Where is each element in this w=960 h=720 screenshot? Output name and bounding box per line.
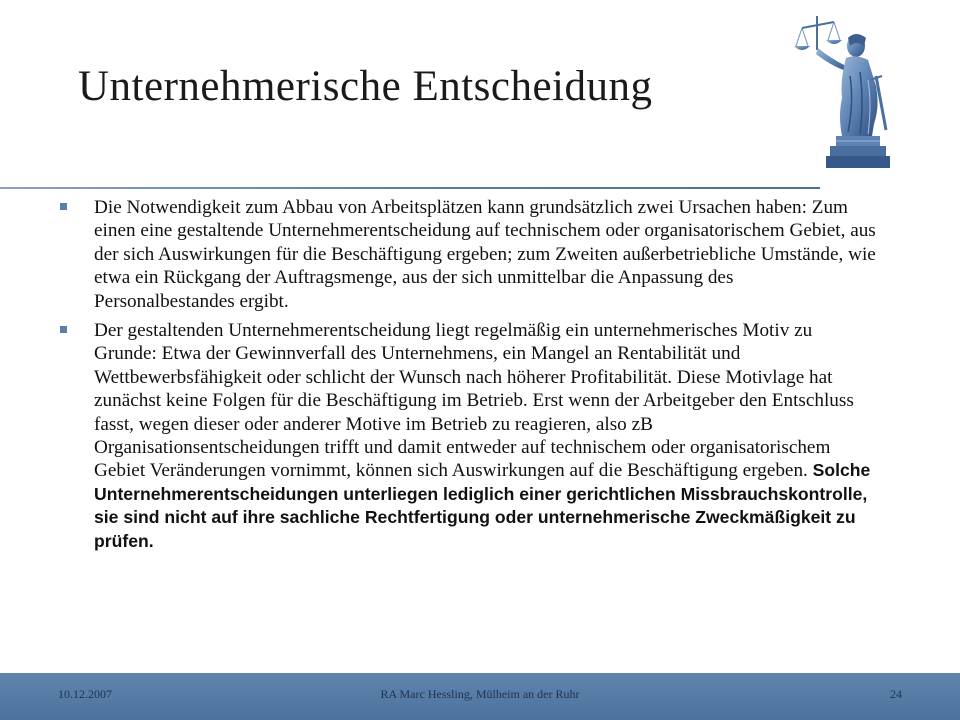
bullet-text-2-regular: Der gestaltenden Unternehmerentscheidung liegt regelmäßig ein unternehmerisches Motiv zu Grunde: Etwa der Gewinnverfall des Unternehmens, ein Mangel an Rentabilität und Wettbewerbsfähigkeit oder schlicht der Wunsch nach höherer Profitabilität. Diese Motivlage hat zunächst keine Folgen für die Beschäftigung im Betrieb. Erst wenn der Arbeitgeber den Entschluss fasst, wegen dieser oder anderer Motive im Betrieb zu reagieren, also zB Organisationsentscheidungen trifft und damit entweder auf technischem oder organisatorischem Gebiet Veränderungen vornimmt, können sich Auswirkungen auf die Beschäftigung ergeben. — [94, 320, 854, 482]
bullet-square-icon — [60, 326, 67, 333]
footer-author: RA Marc Hessling, Mülheim an der Ruhr — [380, 687, 580, 701]
bullet-list — [58, 196, 878, 559]
bullet-square-icon — [60, 203, 67, 210]
footer-page-number: 24 — [890, 687, 902, 701]
title-divider — [0, 187, 820, 189]
list-item — [58, 319, 878, 553]
justitia-statue-icon — [780, 6, 940, 174]
list-item — [58, 196, 878, 313]
bullet-text-1: Die Notwendigkeit zum Abbau von Arbeitsplätzen kann grundsätzlich zwei Ursachen haben: Zum einen eine gestaltende Unternehmerentscheidung auf technischem oder organisatorischem Gebiet, aus der sich Auswirkungen für die Beschäftigung ergeben; zum Zweiten außerbetriebliche Umstände, wie etwa ein Rückgang der Auftragsmenge, aus der sich unmittelbar die Anpassung des Personalbestandes ergibt. — [94, 197, 876, 312]
bullet-text-2 — [94, 319, 878, 553]
bullet-text-2-bold: Solche Unternehmerentscheidungen unterliegen lediglich einer gerichtlichen Missbrauchskontrolle, sie sind nicht auf ihre sachliche Rechtfertigung oder unternehmerische Zweckmäßigkeit zu prüfen. — [94, 460, 871, 551]
slide-title: Unternehmerische Entscheidung — [78, 63, 653, 110]
footer-date: 10.12.2007 — [58, 687, 112, 701]
footer-bar — [0, 673, 960, 720]
